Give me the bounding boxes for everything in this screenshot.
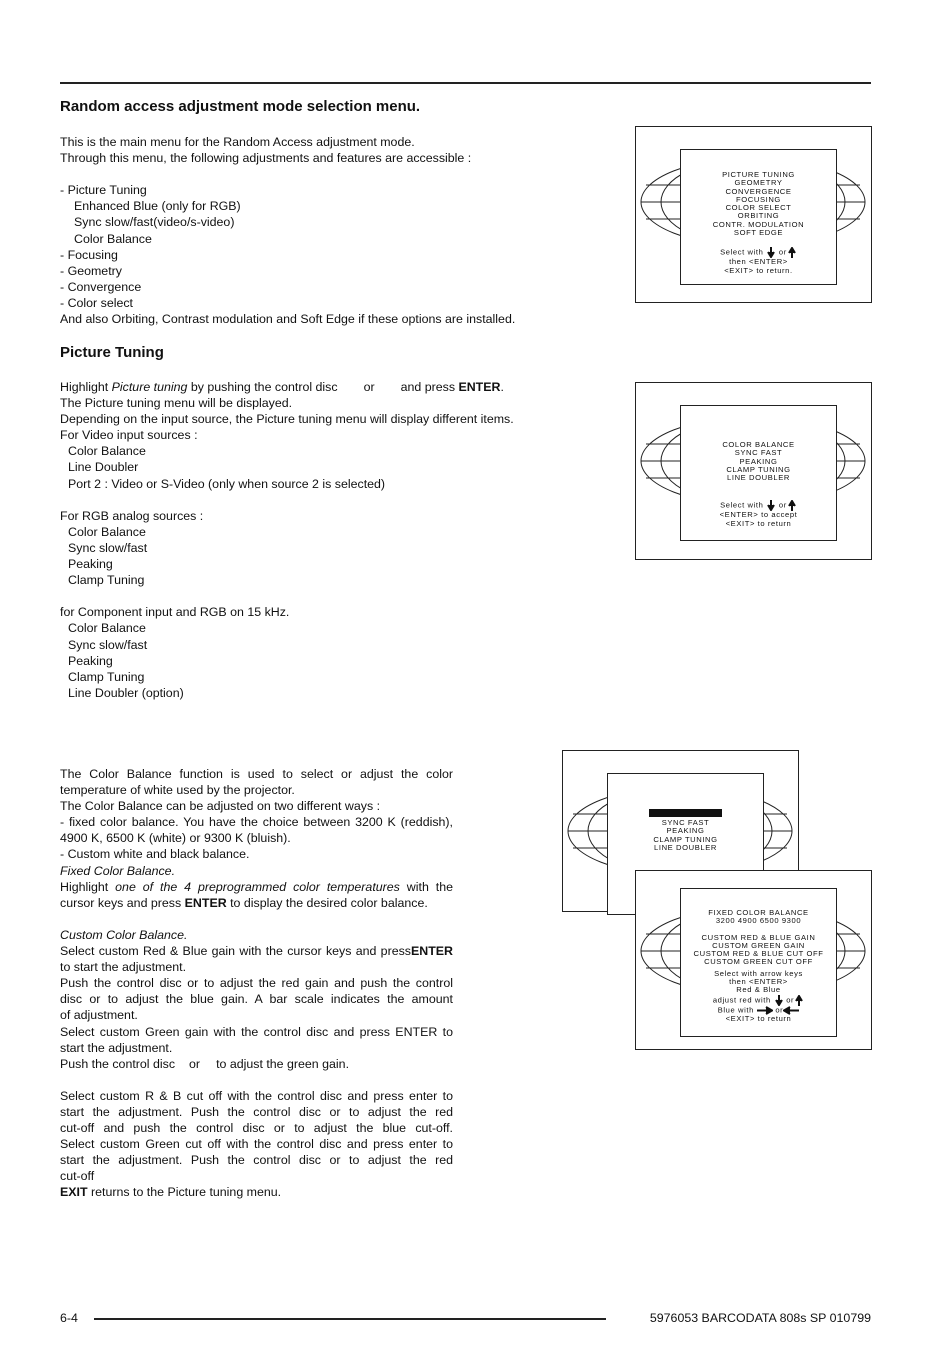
menu-item[interactable]: PICTURE TUNING	[722, 170, 795, 179]
menu-item[interactable]: PEAKING	[739, 456, 778, 466]
text-line: For RGB analog sources :	[60, 508, 204, 523]
osd-screen-picture-tuning	[635, 382, 872, 560]
fixed-title: Fixed Color Balance.	[60, 863, 176, 878]
section3-body	[60, 766, 453, 1201]
intro-line: Highlight Picture tuning by pushing the control disc or and press ENTER.	[60, 380, 504, 394]
text-line: The Color Balance function is used to select or adjust the color	[60, 767, 453, 781]
text-line: of adjustment.	[60, 1008, 138, 1023]
text-line: Line Doubler (option)	[68, 685, 184, 700]
blank-line	[60, 1072, 453, 1088]
menu-item[interactable]: COLOR BALANCE	[722, 440, 795, 449]
menu-item[interactable]: CUSTOM RED & BLUE GAIN	[701, 932, 816, 942]
text-line: - Convergence	[60, 279, 142, 294]
text-line: Enhanced Blue (only for RGB)	[74, 199, 241, 214]
osd-hint: then <ENTER>	[729, 257, 788, 267]
osd-hint: <EXIT> to return.	[724, 265, 793, 275]
osd-hint: <EXIT> to return	[725, 1013, 792, 1023]
osd-menu-box	[680, 149, 837, 285]
arrow-up-icon	[794, 995, 804, 1006]
menu-item[interactable]: 3200 4900 6500 9300	[715, 916, 802, 926]
menu-item[interactable]: CLAMP TUNING	[653, 834, 718, 844]
document-id: 5976053 BARCODATA 808s SP 010799	[649, 1311, 871, 1325]
menu-item[interactable]: CUSTOM GREEN GAIN	[712, 940, 805, 950]
text-line: Color Balance	[68, 444, 146, 459]
top-rule	[60, 82, 871, 84]
osd-hint: then <ENTER>	[729, 977, 788, 987]
osd-menu-box	[680, 888, 837, 1037]
text-line: Through this menu, the following adjustments and features are accessible :	[60, 151, 472, 166]
text-line: And also Orbiting, Contrast modulation and Soft Edge if these options are installed.	[60, 312, 516, 327]
text-line: cursor keys and press ENTER to display the desired color balance.	[60, 895, 428, 910]
menu-item[interactable]: CONTR. MODULATION	[712, 219, 805, 229]
section2-body	[60, 379, 514, 701]
blank-line	[60, 911, 453, 927]
section1-body	[60, 134, 515, 327]
osd-hint: adjust red with or	[681, 995, 836, 1006]
text-line: Select custom Red & Blue gain with the cursor keys and pressENTER	[60, 944, 453, 959]
text-line: Color Balance	[74, 231, 152, 246]
text-line: Color Balance	[68, 621, 146, 636]
text-line: Select custom Green gain with the control disc and press ENTER to	[60, 1024, 453, 1039]
text-line: Depending on the input source, the Picture tuning menu will display different items.	[60, 412, 514, 427]
blank-line	[60, 166, 515, 182]
section-title-picture-tuning: Picture Tuning	[60, 344, 164, 361]
menu-item[interactable]: FIXED COLOR BALANCE	[708, 908, 809, 917]
text-line: The Color Balance can be adjusted on two different ways :	[60, 799, 381, 814]
text-line: - Color select	[60, 295, 133, 310]
text-line: Port 2 : Video or S-Video (only when source 2 is selected)	[68, 476, 386, 491]
menu-item[interactable]: SYNC FAST	[661, 818, 710, 827]
menu-item[interactable]: SOFT EDGE	[733, 228, 784, 238]
osd-screen-color-balance	[635, 870, 872, 1050]
menu-item[interactable]: CONVERGENCE	[725, 186, 792, 196]
page-number: 6-4	[60, 1311, 78, 1325]
osd-hint: <EXIT> to return	[725, 518, 792, 528]
menu-item[interactable]: PEAKING	[666, 826, 705, 836]
text-line: Sync slow/fast	[68, 540, 148, 555]
text-line: cut-off and push the control disc or to adjust the blue cut-off.	[60, 1121, 453, 1136]
osd-menu-box	[680, 405, 837, 541]
menu-item[interactable]: LINE DOUBLER	[654, 842, 717, 852]
text-line: Clamp Tuning	[68, 573, 145, 588]
arrow-up-icon	[787, 247, 797, 258]
text-line: for Component input and RGB on 15 kHz.	[60, 605, 290, 620]
text-line: EXIT returns to the Picture tuning menu.	[60, 1185, 282, 1200]
text-line: Push the control disc or to adjust the green gain.	[60, 1056, 350, 1071]
osd-hint: Select with or	[681, 247, 836, 258]
osd-hint: Select with or	[681, 500, 836, 511]
osd-hint: Select with arrow keys	[714, 968, 803, 978]
menu-item[interactable]: GEOMETRY	[734, 178, 783, 188]
text-line: Sync slow/fast	[68, 637, 148, 652]
osd-hint: Blue with or	[681, 1006, 836, 1015]
text-line: disc or to adjust the blue gain. A bar scale indicates the amount	[60, 992, 453, 1007]
text-line: Peaking	[68, 557, 113, 572]
menu-item[interactable]: ORBITING	[737, 211, 780, 221]
section-title-random-access: Random access adjustment mode selection menu.	[60, 98, 421, 115]
blank-line	[60, 492, 514, 508]
text-line: This is the main menu for the Random Access adjustment mode.	[60, 135, 415, 149]
text-line: start the adjustment. Push the control disc or to adjust the red	[60, 1104, 454, 1119]
menu-item[interactable]: COLOR SELECT	[725, 203, 792, 213]
text-line: Peaking	[68, 653, 113, 668]
text-line: Select custom Green cut off with the control disc and press enter to	[60, 1137, 453, 1152]
text-line: 4900 K, 6500 K (white) or 9300 K (bluish).	[60, 831, 291, 846]
text-line: start the adjustment.	[60, 1040, 173, 1055]
menu-item[interactable]: CLAMP TUNING	[726, 464, 791, 474]
osd-screen-main-menu	[635, 126, 872, 303]
text-line: The Picture tuning menu will be displayed.	[60, 396, 293, 411]
menu-item[interactable]: FOCUSING	[736, 194, 781, 204]
text-line: Line Doubler	[68, 460, 139, 475]
text-line: - Focusing	[60, 247, 118, 262]
text-line: to start the adjustment.	[60, 960, 187, 975]
text-line: cut-off	[60, 1169, 95, 1184]
text-line: - Picture Tuning	[60, 183, 147, 198]
text-line: start the adjustment. Push the control disc or to adjust the red	[60, 1153, 454, 1168]
text-line: Select custom R & B cut off with the control disc and press enter to	[60, 1088, 453, 1103]
custom-title: Custom Color Balance.	[60, 927, 188, 942]
text-line: - Custom white and black balance.	[60, 847, 250, 862]
text-line: Sync slow/fast(video/s-video)	[74, 215, 235, 230]
text-line: - Geometry	[60, 263, 122, 278]
osd-hint: Red & Blue	[736, 985, 781, 995]
menu-item[interactable]: CUSTOM RED & BLUE CUT OFF	[693, 949, 824, 959]
text-line: Color Balance	[68, 524, 146, 539]
menu-item[interactable]: CUSTOM GREEN CUT OFF	[704, 957, 813, 967]
footer-rule	[94, 1318, 606, 1320]
text-line: - fixed color balance. You have the choice between 3200 K (reddish),	[60, 815, 453, 830]
text-line: Push the control disc or to adjust the red gain and push the control	[60, 976, 453, 991]
blank-line	[60, 588, 514, 604]
arrow-down-icon	[774, 995, 784, 1006]
osd-hint: <ENTER> to accept	[719, 510, 798, 520]
text-line: Clamp Tuning	[68, 669, 145, 684]
text-line: Highlight one of the 4 preprogrammed color temperatures with the	[60, 879, 453, 894]
menu-item[interactable]: SYNC FAST	[734, 448, 783, 458]
menu-item[interactable]: LINE DOUBLER	[727, 473, 790, 483]
text-line: For Video input sources :	[60, 428, 198, 443]
text-line: temperature of white used by the projector.	[60, 783, 295, 798]
selection-highlight	[649, 809, 722, 817]
